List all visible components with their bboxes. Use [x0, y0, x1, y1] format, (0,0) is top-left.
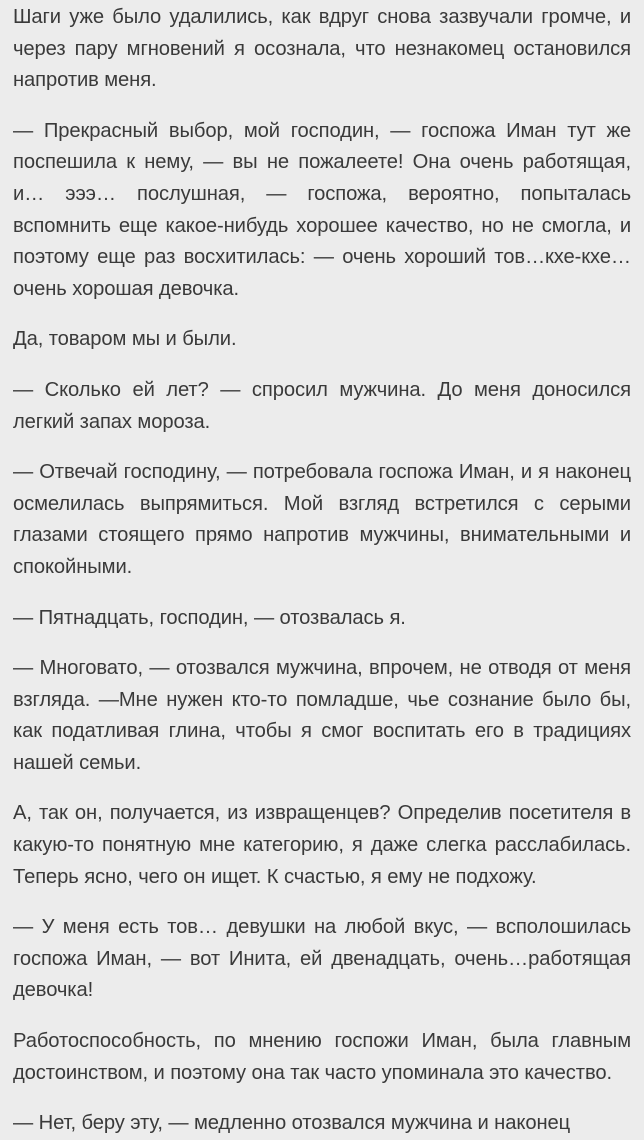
paragraph-1: Шаги уже было удалились, как вдруг снова зазвучали громче, и через пару мгновений я осознала, что незнакомец остановился напротив меня. — [13, 6, 631, 92]
paragraph-11: — Нет, беру эту, — медленно отозвался мужчина и наконец — [13, 1112, 571, 1135]
paragraph-6: — Пятнадцать, господин, — отозвалась я. — [13, 606, 406, 629]
paragraph-4: — Сколько ей лет? — спросил мужчина. До меня доносился легкий запах мороза. — [13, 378, 631, 433]
paragraph-10: Работоспособность, по мнению госпожи Иман, была главным достоинством, и поэтому она так часто упоминала это качество. — [13, 1030, 631, 1084]
paragraph-8: А, так он, получается, из извращенцев? Определив посетителя в какую-то понятную мне категорию, я даже слегка расслабилась. Теперь ясно, чего он ищет. К счастью, я ему не подхожу. — [13, 802, 631, 888]
paragraph-2: — Прекрасный выбор, мой господин, — госпожа Иман тут же поспешила к нему, — вы не пожалеете! Она очень работящая, и… эээ… послушная, — госпожа, вероятно, попыталась вспомнить еще какое-нибудь хорошее качество, но не смогла, и поэтому еще раз восхитилась: — очень хороший тов…кхе-кхе… очень хорошая девочка. — [13, 119, 631, 300]
paragraph-7: — Многовато, — отозвался мужчина, впрочем, не отводя от меня взгляда. —Мне нужен кто-то помладше, чье сознание было бы, как податливая глина, чтобы я смог воспитать его в традициях нашей семьи. — [13, 657, 631, 774]
paragraph-5: — Отвечай господину, — потребовала госпожа Иман, и я наконец осмелилась выпрямиться. Мой взгляд встретился с серыми глазами стоящего прямо напротив мужчины, внимательными и спокойными. — [13, 461, 631, 578]
paragraph-3: Да, товаром мы и были. — [13, 328, 237, 351]
paragraph-9: — У меня есть тов… девушки на любой вкус, — всполошилась госпожа Иман, — вот Инита, ей двенадцать, очень…работящая девочка! — [13, 916, 631, 1002]
